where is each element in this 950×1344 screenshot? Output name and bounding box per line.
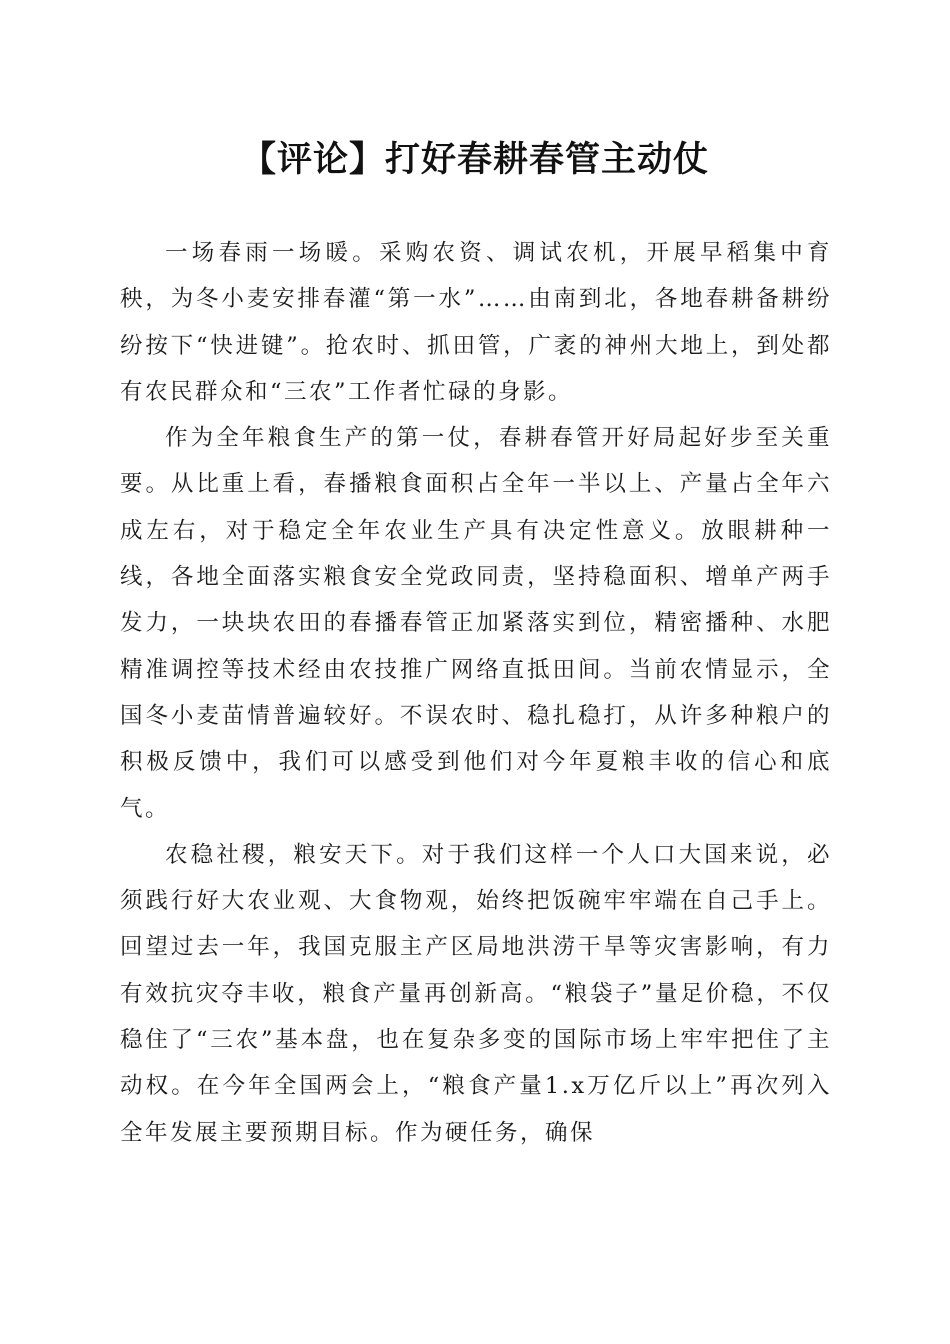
- paragraph-1: 一场春雨一场暖。采购农资、调试农机，开展早稻集中育秧，为冬小麦安排春灌“第一水”……由南到北，各地春耕备耕纷纷按下“快进键”。抢农时、抓田管，广袤的神州大地上，到处都有农民群众和“三农”工作者忙碌的身影。: [120, 240, 832, 405]
- paragraph-2: 作为全年粮食生产的第一仗，春耕春管开好局起好步至关重要。从比重上看，春播粮食面积占全年一半以上、产量占全年六成左右，对于稳定全年农业生产具有决定性意义。放眼耕种一线，各地全面落实粮食安全党政同责，坚持稳面积、增单产两手发力，一块块农田的春播春管正加紧落实到位，精密播种、水肥精准调控等技术经由农技推广网络直抵田间。当前农情显示，全国冬小麦苗情普遍较好。不误农时、稳扎稳打，从许多种粮户的积极反馈中，我们可以感受到他们对今年夏粮丰收的信心和底气。: [120, 425, 832, 822]
- paragraph-3: 农稳社稷，粮安天下。对于我们这样一个人口大国来说，必须践行好大农业观、大食物观，始终把饭碗牢牢端在自己手上。回望过去一年，我国克服主产区局地洪涝干旱等灾害影响，有力有效抗灾夺丰收，粮食产量再创新高。“粮袋子”量足价稳，不仅稳住了“三农”基本盘，也在复杂多变的国际市场上牢牢把住了主动权。在今年全国两会上，“粮食产量1.x万亿斤以上”再次列入全年发展主要预期目标。作为硬任务，确保: [120, 841, 832, 1146]
- document-body: [120, 230, 832, 1156]
- document-title: 【评论】打好春耕春管主动仗: [240, 139, 709, 180]
